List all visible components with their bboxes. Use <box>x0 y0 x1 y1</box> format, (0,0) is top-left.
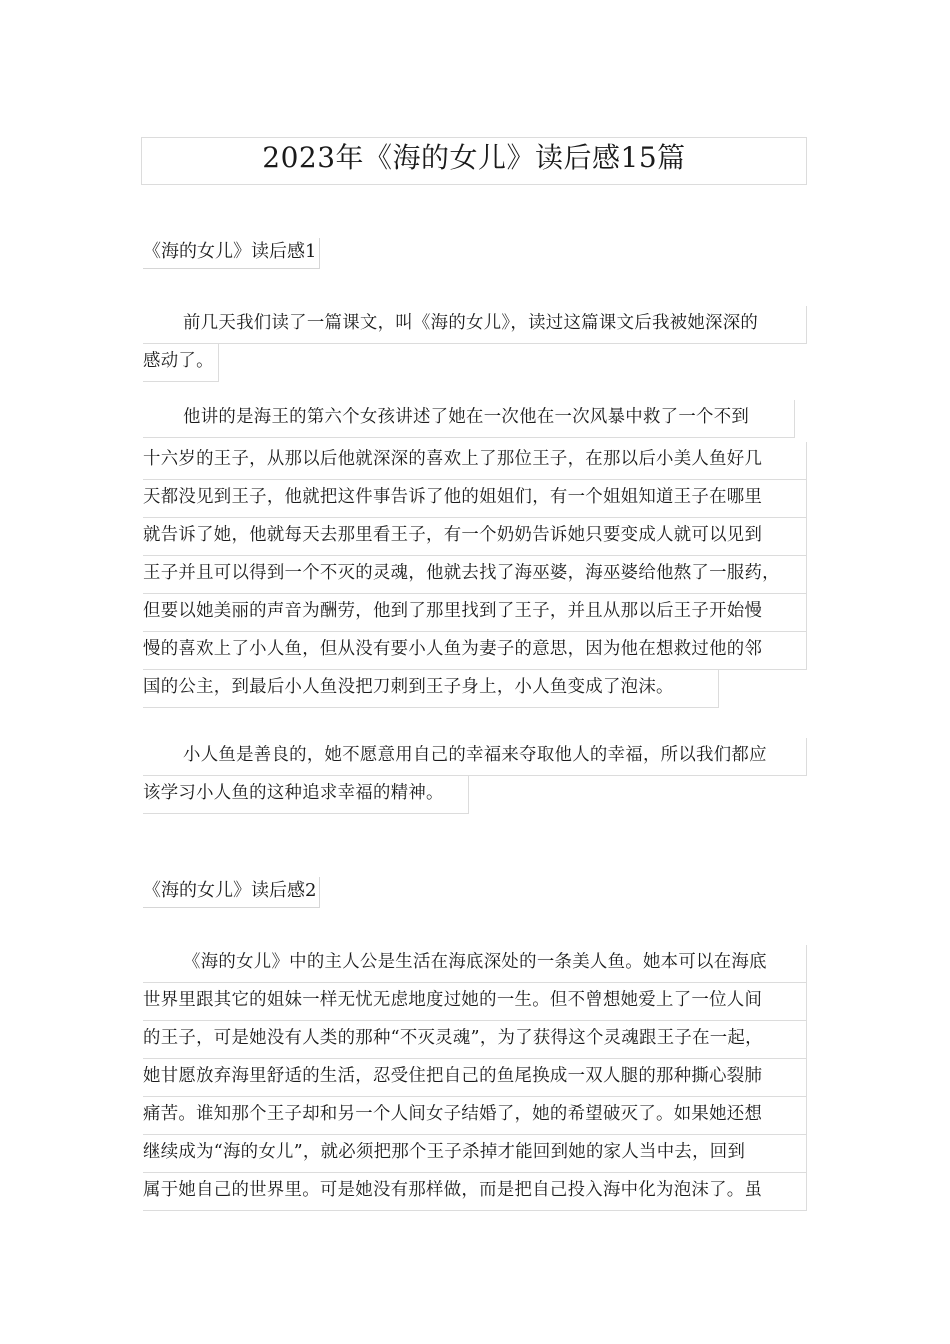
text-line: 《海的女儿》中的主人公是生活在海底深处的一条美人鱼。她本可以在海底 <box>143 945 807 983</box>
document-title: 2023年《海的女儿》读后感15篇 <box>141 137 807 185</box>
text-line: 该学习小人鱼的这种追求幸福的精神。 <box>143 776 469 814</box>
text-line: 慢的喜欢上了小人鱼，但从没有要小人鱼为妻子的意思，因为他在想救过他的邻 <box>143 632 807 670</box>
text-line: 他讲的是海王的第六个女孩讲述了她在一次他在一次风暴中救了一个不到 <box>143 400 795 438</box>
text-line: 前几天我们读了一篇课文，叫《海的女儿》，读过这篇课文后我被她深深的 <box>143 306 807 344</box>
text-line: 痛苦。谁知那个王子却和另一个人间女子结婚了，她的希望破灭了。如果她还想 <box>143 1097 807 1135</box>
text-line: 感动了。 <box>143 344 219 382</box>
text-line: 属于她自己的世界里。可是她没有那样做，而是把自己投入海中化为泡沫了。虽 <box>143 1173 807 1211</box>
text-line: 的王子，可是她没有人类的那种“不灭灵魂”，为了获得这个灵魂跟王子在一起， <box>143 1021 807 1059</box>
text-line: 世界里跟其它的姐妹一样无忧无虑地度过她的一生。但不曾想她爱上了一位人间 <box>143 983 807 1021</box>
paragraph-1-2 <box>143 400 807 712</box>
text-line: 王子并且可以得到一个不灭的灵魂，他就去找了海巫婆，海巫婆给他熬了一服药， <box>143 556 807 594</box>
text-line: 她甘愿放弃海里舒适的生活，忍受住把自己的鱼尾换成一双人腿的那种撕心裂肺 <box>143 1059 807 1097</box>
paragraph-1-1 <box>143 306 807 386</box>
text-line: 小人鱼是善良的，她不愿意用自己的幸福来夺取他人的幸福，所以我们都应 <box>143 738 807 776</box>
text-line: 就告诉了她，他就每天去那里看王子，有一个奶奶告诉她只要变成人就可以见到 <box>143 518 807 556</box>
text-line: 但要以她美丽的声音为酬劳，他到了那里找到了王子，并且从那以后王子开始慢 <box>143 594 807 632</box>
text-line: 继续成为“海的女儿”，就必须把那个王子杀掉才能回到她的家人当中去，回到 <box>143 1135 807 1173</box>
section-heading-2: 《海的女儿》读后感2 <box>143 877 320 908</box>
text-line: 天都没见到王子，他就把这件事告诉了他的姐姐们，有一个姐姐知道王子在哪里 <box>143 480 807 518</box>
paragraph-2-1 <box>143 945 807 1211</box>
paragraph-1-3 <box>143 738 807 818</box>
text-line: 十六岁的王子，从那以后他就深深的喜欢上了那位王子，在那以后小美人鱼好几 <box>143 442 807 480</box>
text-line: 国的公主，到最后小人鱼没把刀刺到王子身上，小人鱼变成了泡沫。 <box>143 670 719 708</box>
section-heading-1: 《海的女儿》读后感1 <box>143 238 320 269</box>
